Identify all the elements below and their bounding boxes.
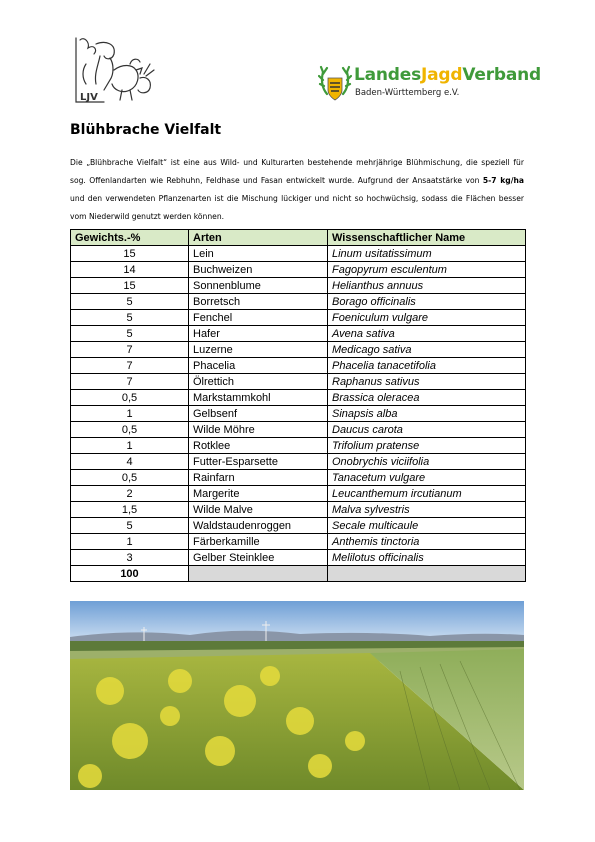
table-row: [71, 310, 526, 326]
verband-name-verband: Verband: [462, 65, 542, 85]
scientific-name-cell: Avena sativa: [328, 326, 526, 342]
table-row: [71, 374, 526, 390]
species-cell: Wilde Malve: [189, 502, 328, 518]
intro-seed-rate: 5-7 kg/ha: [482, 176, 524, 185]
page-title: Blühbrache Vielfalt: [70, 122, 222, 138]
species-cell: Buchweizen: [189, 262, 328, 278]
scientific-name-cell: Helianthus annuus: [328, 278, 526, 294]
table-row: [71, 406, 526, 422]
weight-percent-cell: 1: [71, 534, 189, 550]
scientific-name-cell: Secale multicaule: [328, 518, 526, 534]
table-row: [71, 262, 526, 278]
ljv-logo: [70, 34, 156, 106]
table-row: [71, 502, 526, 518]
total-empty-cell: [328, 566, 526, 582]
intro-text-2: und den verwendeten Pflanzenarten ist die Mischung lückiger und nicht so hochwüchsig, sodass die Flächen besser vom Niederwild genutzt werden können.: [70, 194, 524, 221]
table-row: [71, 246, 526, 262]
table-row: [71, 294, 526, 310]
species-cell: Markstammkohl: [189, 390, 328, 406]
species-cell: Luzerne: [189, 342, 328, 358]
species-cell: Phacelia: [189, 358, 328, 374]
ljv-logo-text: LJV: [80, 92, 98, 103]
species-cell: Hafer: [189, 326, 328, 342]
table-row: [71, 422, 526, 438]
weight-percent-cell: 2: [71, 486, 189, 502]
weight-percent-cell: 15: [71, 278, 189, 294]
verband-region: Baden-Württemberg e.V.: [355, 88, 460, 98]
weight-percent-cell: 0,5: [71, 390, 189, 406]
seed-mixture-table: [70, 229, 526, 582]
table-row: [71, 326, 526, 342]
landesjagdverband-logo: [318, 64, 542, 104]
scientific-name-cell: Leucanthemum ircutianum: [328, 486, 526, 502]
weight-percent-cell: 7: [71, 374, 189, 390]
scientific-name-cell: Tanacetum vulgare: [328, 470, 526, 486]
total-percent-cell: 100: [71, 566, 189, 582]
header-weight-percent: Gewichts.-%: [71, 230, 189, 246]
table-row: [71, 486, 526, 502]
species-cell: Fenchel: [189, 310, 328, 326]
weight-percent-cell: 5: [71, 518, 189, 534]
scientific-name-cell: Linum usitatissimum: [328, 246, 526, 262]
scientific-name-cell: Onobrychis viciifolia: [328, 454, 526, 470]
species-cell: Borretsch: [189, 294, 328, 310]
scientific-name-cell: Brassica oleracea: [328, 390, 526, 406]
weight-percent-cell: 3: [71, 550, 189, 566]
verband-name-landes: Landes: [354, 65, 422, 85]
species-cell: Gelbsenf: [189, 406, 328, 422]
species-cell: Wilde Möhre: [189, 422, 328, 438]
table-row: [71, 550, 526, 566]
weight-percent-cell: 1: [71, 438, 189, 454]
header-species: Arten: [189, 230, 328, 246]
table-row: [71, 470, 526, 486]
weight-percent-cell: 15: [71, 246, 189, 262]
table-row: [71, 358, 526, 374]
scientific-name-cell: Anthemis tinctoria: [328, 534, 526, 550]
table-body: [71, 246, 526, 582]
species-cell: Lein: [189, 246, 328, 262]
species-cell: Färberkamille: [189, 534, 328, 550]
field-photo: [70, 601, 524, 790]
antler-crest-icon: [318, 64, 352, 104]
scientific-name-cell: Fagopyrum esculentum: [328, 262, 526, 278]
intro-paragraph: [70, 154, 524, 226]
scientific-name-cell: Raphanus sativus: [328, 374, 526, 390]
species-cell: Rainfarn: [189, 470, 328, 486]
species-cell: Waldstaudenroggen: [189, 518, 328, 534]
scientific-name-cell: Daucus carota: [328, 422, 526, 438]
scientific-name-cell: Malva sylvestris: [328, 502, 526, 518]
species-cell: Sonnenblume: [189, 278, 328, 294]
species-cell: Ölrettich: [189, 374, 328, 390]
weight-percent-cell: 0,5: [71, 470, 189, 486]
table-header-row: [71, 230, 526, 246]
weight-percent-cell: 7: [71, 342, 189, 358]
table-row: [71, 454, 526, 470]
scientific-name-cell: Melilotus officinalis: [328, 550, 526, 566]
table-row: [71, 342, 526, 358]
scientific-name-cell: Foeniculum vulgare: [328, 310, 526, 326]
table-row: [71, 518, 526, 534]
scientific-name-cell: Borago officinalis: [328, 294, 526, 310]
table-row: [71, 534, 526, 550]
hunter-dog-sketch-icon: [70, 34, 156, 106]
scientific-name-cell: Phacelia tanacetifolia: [328, 358, 526, 374]
weight-percent-cell: 0,5: [71, 422, 189, 438]
verband-name: [354, 65, 541, 85]
total-empty-cell: [189, 566, 328, 582]
weight-percent-cell: 7: [71, 358, 189, 374]
intro-text-1: Die „Blühbrache Vielfalt“ ist eine aus Wild- und Kulturarten bestehende mehrjährige Blühmischung, die speziell für sog. Offenlandarten wie Rebhuhn, Feldhase und Fasan entwickelt wurde. Aufgrund der Ansaatstärke von: [70, 158, 524, 185]
scientific-name-cell: Trifolium pratense: [328, 438, 526, 454]
species-cell: Margerite: [189, 486, 328, 502]
weight-percent-cell: 4: [71, 454, 189, 470]
verband-name-jagd: Jagd: [421, 65, 463, 85]
weight-percent-cell: 5: [71, 326, 189, 342]
weight-percent-cell: 1: [71, 406, 189, 422]
species-cell: Rotklee: [189, 438, 328, 454]
species-cell: Gelber Steinklee: [189, 550, 328, 566]
weight-percent-cell: 5: [71, 294, 189, 310]
weight-percent-cell: 1,5: [71, 502, 189, 518]
scientific-name-cell: Sinapsis alba: [328, 406, 526, 422]
weight-percent-cell: 14: [71, 262, 189, 278]
weight-percent-cell: 5: [71, 310, 189, 326]
flower-strip-field-image: [70, 601, 524, 790]
species-cell: Futter-Esparsette: [189, 454, 328, 470]
table-row: [71, 390, 526, 406]
header-scientific-name: Wissenschaftlicher Name: [328, 230, 526, 246]
table-row: [71, 278, 526, 294]
table-row: [71, 438, 526, 454]
table-total-row: [71, 566, 526, 582]
scientific-name-cell: Medicago sativa: [328, 342, 526, 358]
